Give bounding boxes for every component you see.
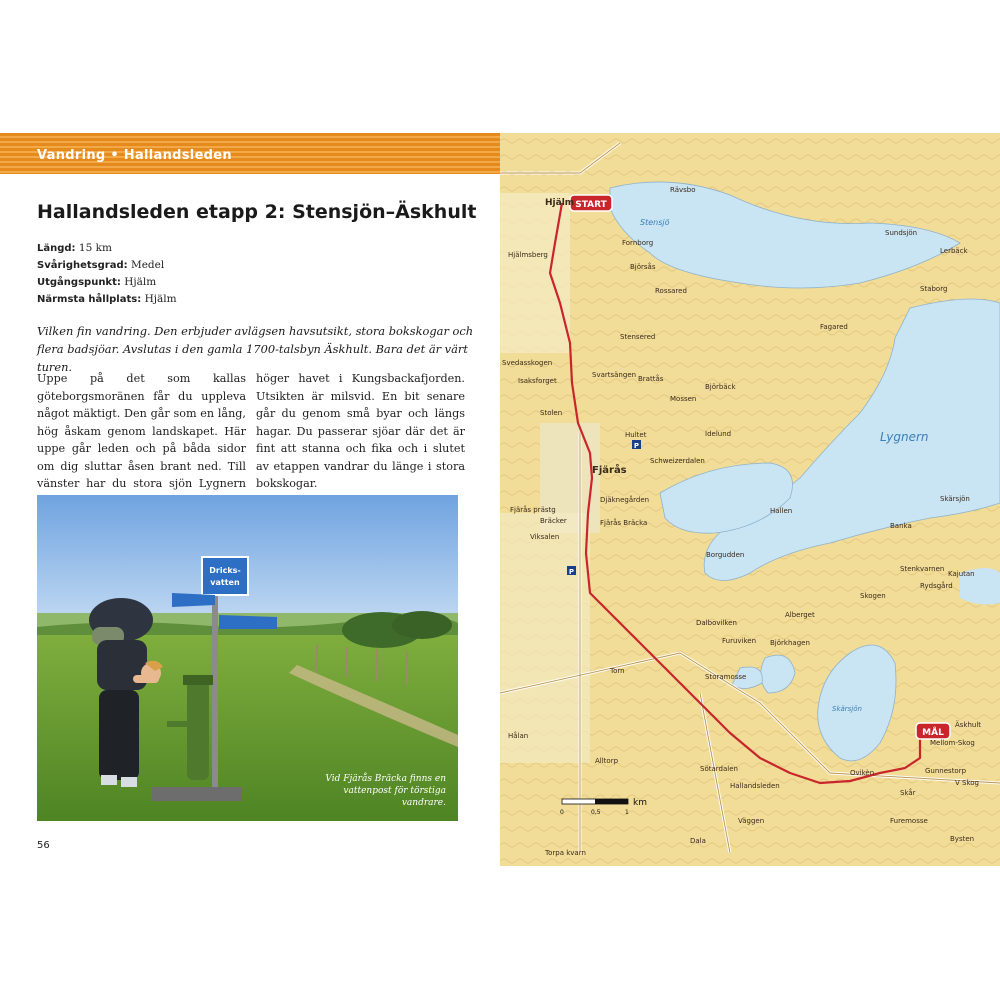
end-marker[interactable] bbox=[916, 723, 950, 739]
sign-line-1: Dricks- bbox=[209, 566, 241, 575]
place-label: Dalbovilken bbox=[696, 619, 737, 627]
body-column-1: Uppe på det som kallas göteborgsmoränen får du uppleva något mäktigt. Den går som en lång, hög åskam genom landskapet. Här uppe går leden och på båda sidor om dig sluttar åsen brant ned. Till vänster har du stora sjön Lygnern bbox=[37, 372, 246, 490]
place-label: Stolen bbox=[540, 409, 563, 417]
place-label: Isaksforget bbox=[518, 377, 557, 385]
hiker-photo bbox=[37, 495, 458, 821]
scale-tick-1: 0,5 bbox=[591, 809, 601, 816]
sign-post bbox=[212, 590, 218, 800]
place-label: Furemosse bbox=[890, 817, 928, 825]
fact-nearest-stop bbox=[37, 291, 177, 308]
fact-value: 15 km bbox=[78, 242, 112, 254]
place-label: Ovikèn bbox=[850, 769, 875, 777]
place-label: V Skog bbox=[955, 779, 979, 787]
place-label: Skärsjön bbox=[940, 495, 970, 503]
place-label: Viksalen bbox=[530, 533, 560, 541]
parking-icon bbox=[632, 440, 641, 450]
lake-label-skarsjon: Skärsjön bbox=[832, 705, 862, 713]
place-label: Skogen bbox=[860, 592, 886, 600]
lake-label-stensjo: Stensjö bbox=[640, 218, 670, 227]
place-label: Dala bbox=[690, 837, 706, 845]
fact-key: Utgångspunkt: bbox=[37, 277, 121, 288]
lake-label-lygnern: Lygnern bbox=[880, 430, 929, 444]
place-label: Hjälmsberg bbox=[508, 251, 548, 259]
place-label: Hjälm bbox=[545, 198, 575, 208]
intro-paragraph: Vilken fin vandring. Den erbjuder avlägsen havsutsikt, stora bokskogar och flera badsjöar. Avslutas i den gamla 1700-talsbyn Äskhult. Bara det är värt turen. bbox=[37, 324, 474, 374]
place-label: Björbäck bbox=[705, 383, 736, 391]
water-pump bbox=[187, 680, 209, 780]
place-label: Väggen bbox=[738, 817, 765, 825]
svg-text:P: P bbox=[568, 568, 575, 576]
scale-unit: km bbox=[633, 798, 647, 808]
place-label: Svedasskogen bbox=[502, 359, 553, 367]
fact-length bbox=[37, 240, 177, 257]
fact-value: Hjälm bbox=[144, 293, 177, 305]
trail-facts bbox=[37, 240, 177, 308]
place-label: Rävsbo bbox=[670, 186, 696, 194]
place-label: Björkhagen bbox=[770, 639, 810, 647]
place-label: Sundsjön bbox=[885, 229, 918, 237]
page-number: 56 bbox=[37, 840, 50, 851]
place-label: Furuviken bbox=[722, 637, 757, 645]
place-label: Skår bbox=[900, 789, 916, 797]
fact-difficulty bbox=[37, 257, 177, 274]
body-column-2: höger havet i Kungsbackafjorden. Utsikten är milsvid. En bit senare går du genom små byar och längs hagar. Du passerar sjöar där det är fint att stanna och fika och i slutet av etappen vandrar du länge i stora bokskogar. bbox=[256, 372, 465, 490]
place-label: Mossen bbox=[670, 395, 697, 403]
place-label: Stenkvarnen bbox=[900, 565, 945, 573]
place-label: Alltorp bbox=[595, 757, 619, 765]
place-label: Hultet bbox=[625, 431, 647, 439]
start-marker[interactable] bbox=[570, 195, 612, 211]
fact-key: Närmsta hållplats: bbox=[37, 294, 142, 305]
place-label: Fagared bbox=[820, 323, 848, 331]
direction-sign-right bbox=[219, 615, 277, 629]
trail-map[interactable] bbox=[500, 133, 1000, 866]
place-label: Gunnestorp bbox=[925, 767, 967, 775]
place-label: Hålan bbox=[508, 732, 529, 740]
place-label: Fjärås Bräcka bbox=[600, 519, 648, 527]
fact-value: Hjälm bbox=[124, 276, 157, 288]
end-label: MÅL bbox=[922, 728, 944, 738]
place-label: Banka bbox=[890, 522, 912, 530]
map-canvas bbox=[500, 133, 1000, 866]
place-label: Stensered bbox=[620, 333, 656, 341]
start-label: START bbox=[575, 200, 607, 210]
place-label: Staborg bbox=[920, 285, 948, 293]
place-label: Bysten bbox=[950, 835, 975, 843]
section-label: Vandring • Hallandsleden bbox=[37, 148, 232, 163]
place-label: Torpa kvarn bbox=[545, 849, 586, 857]
scale-tick-2: 1 bbox=[625, 809, 629, 816]
place-label: Hallen bbox=[770, 507, 793, 515]
direction-sign-left bbox=[172, 593, 215, 607]
fact-key: Svårighetsgrad: bbox=[37, 260, 128, 271]
place-label: Svartsängen bbox=[592, 371, 637, 379]
place-label: Brattås bbox=[638, 375, 664, 383]
sign-line-2: vatten bbox=[210, 578, 240, 587]
place-label: Rossared bbox=[655, 287, 687, 295]
place-label: Hallandsleden bbox=[730, 782, 780, 790]
place-label: Bräcker bbox=[540, 517, 567, 525]
place-label: Mellom-Skog bbox=[930, 739, 975, 747]
place-label: Sötardalen bbox=[700, 765, 738, 773]
scale-tick-0: 0 bbox=[560, 809, 564, 816]
place-label: Torn bbox=[610, 667, 625, 675]
fact-start bbox=[37, 274, 177, 291]
water-sign bbox=[202, 557, 248, 595]
place-label: Rydsgård bbox=[920, 582, 953, 590]
place-label: Björsås bbox=[630, 263, 656, 271]
fact-value: Medel bbox=[130, 259, 165, 271]
place-label: Kajutan bbox=[948, 570, 975, 578]
fact-key: Längd: bbox=[37, 243, 76, 254]
place-label: Djäknegården bbox=[600, 496, 650, 504]
page-title: Hallandsleden etapp 2: Stensjön–Äskhult bbox=[37, 201, 477, 223]
place-label: Borgudden bbox=[706, 551, 745, 559]
place-label: Storamosse bbox=[705, 673, 747, 681]
place-label: Fjärås prästg bbox=[510, 506, 556, 514]
photo-caption: Vid Fjärås Bräcka finns en vattenpost för törstiga vandrare. bbox=[325, 774, 446, 808]
place-label: Idelund bbox=[705, 430, 732, 438]
svg-text:P: P bbox=[633, 442, 640, 450]
place-label: Schweizerdalen bbox=[650, 457, 705, 465]
place-label: Äskhult bbox=[955, 721, 982, 729]
place-label: Lerbäck bbox=[940, 247, 968, 255]
place-label: Alberget bbox=[785, 611, 815, 619]
place-label: Fornborg bbox=[622, 239, 654, 247]
place-label: Fjärås bbox=[592, 465, 627, 476]
parking-icon bbox=[567, 566, 576, 576]
